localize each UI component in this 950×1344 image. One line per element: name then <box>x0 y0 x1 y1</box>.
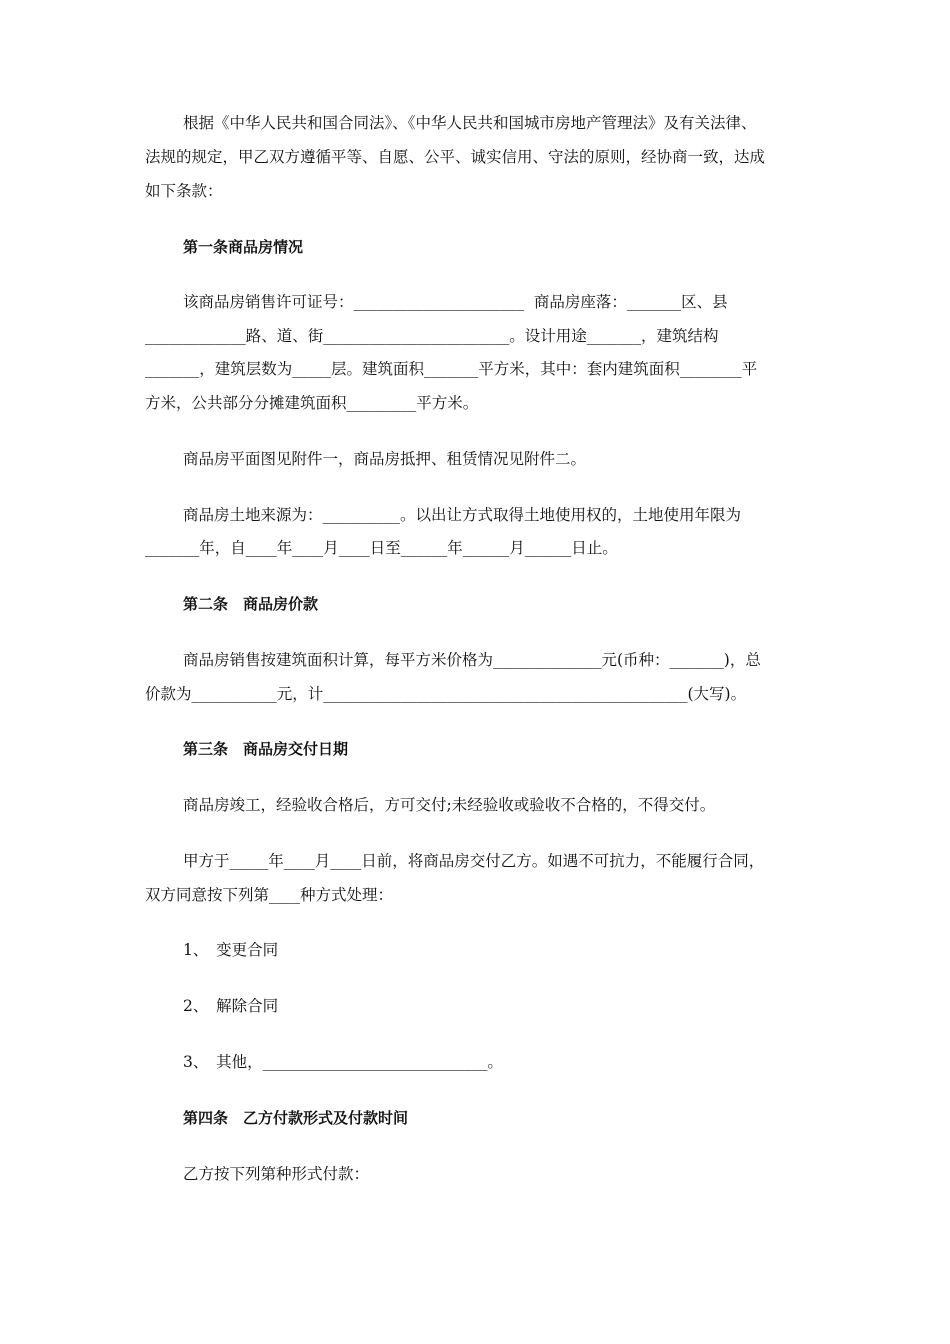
intro-line-3: 如下条款： <box>145 182 223 200</box>
article-1-para-3-line-1: 商品房土地来源为：__________。以出让方式取得土地使用权的，土地使用年限为 <box>183 506 742 524</box>
article-3-option-3: 3、 其他，_____________________________。 <box>183 1053 503 1071</box>
article-3-option-1: 1、 变更合同 <box>183 941 279 959</box>
article-3-para-2-line-2: 双方同意按下列第____种方式处理： <box>145 886 394 904</box>
article-1-para-1-line-1: 该商品房销售许可证号：______________________ 商品房座落：_______区、县 <box>183 293 728 311</box>
article-2-para-1-line-2: 价款为___________元，计_______________________________________________(大写)。 <box>145 685 747 703</box>
article-1-para-3-line-2: _______年，自____年____月____日至______年______月______日止。 <box>145 539 618 557</box>
article-1-heading: 第一条商品房情况 <box>183 238 304 256</box>
article-2-heading: 第二条 商品房价款 <box>183 595 319 613</box>
intro-line-2: 法规的规定，甲乙双方遵循平等、自愿、公平、诚实信用、守法的原则，经协商一致，达成 <box>145 148 766 166</box>
article-2-para-1-line-1: 商品房销售按建筑面积计算，每平方米价格为______________元(币种：_______)，总 <box>183 651 761 669</box>
article-1-para-1-line-4: 方米，公共部分分摊建筑面积_________平方米。 <box>145 394 479 412</box>
article-1-para-1-line-2: _____________路、道、街________________________。设计用途_______，建筑结构 <box>145 327 719 345</box>
article-4-heading: 第四条 乙方付款形式及付款时间 <box>183 1109 409 1127</box>
article-1-para-2: 商品房平面图见附件一，商品房抵押、租赁情况见附件二。 <box>183 450 587 468</box>
article-3-para-1: 商品房竣工，经验收合格后，方可交付;未经验收或验收不合格的，不得交付。 <box>183 796 716 814</box>
article-1-para-1-line-3: _______，建筑层数为_____层。建筑面积_______平方米，其中：套内建筑面积________平 <box>145 360 758 378</box>
article-4-para-1: 乙方按下列第种形式付款： <box>183 1165 370 1183</box>
article-3-heading: 第三条 商品房交付日期 <box>183 740 349 758</box>
article-3-option-2: 2、 解除合同 <box>183 997 279 1015</box>
intro-line-1: 根据《中华人民共和国合同法》、《中华人民共和国城市房地产管理法》及有关法律、 <box>183 114 757 132</box>
article-3-para-2-line-1: 甲方于_____年____月____日前，将商品房交付乙方。如遇不可抗力，不能履行合同， <box>183 852 765 870</box>
